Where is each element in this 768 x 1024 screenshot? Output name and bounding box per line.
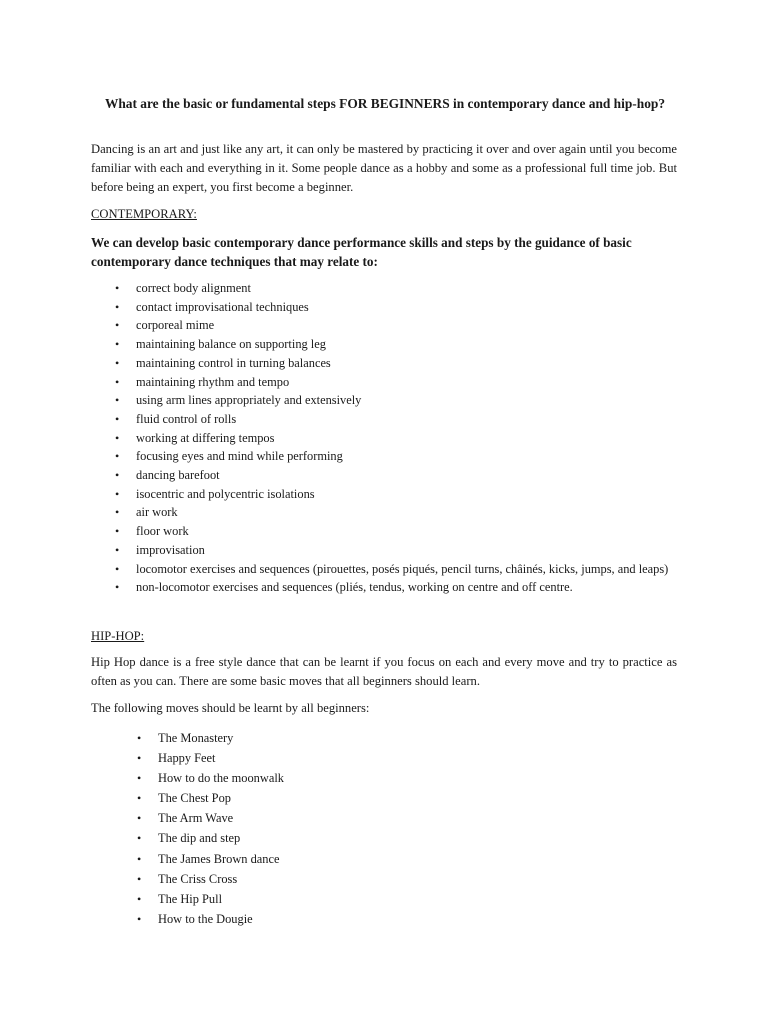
list-item-text: The Monastery [158, 731, 234, 745]
list-item-text: fluid control of rolls [136, 411, 237, 426]
list-item [115, 503, 676, 522]
list-item-text: dancing barefoot [136, 468, 220, 483]
list-item-text: corporeal mime [136, 318, 215, 333]
list-item [137, 788, 558, 808]
list-item [137, 849, 558, 869]
list-item [115, 522, 676, 541]
contemporary-technique-list [115, 279, 676, 597]
list-item-text: Happy Feet [158, 751, 216, 766]
list-item [115, 373, 676, 392]
bullet-icon: • [115, 486, 120, 501]
bullet-icon: • [115, 449, 120, 464]
list-item [137, 728, 558, 748]
list-item [115, 410, 676, 429]
list-item [115, 391, 676, 410]
bullet-icon: • [115, 430, 120, 445]
list-item [137, 889, 558, 909]
bullet-icon: • [137, 891, 142, 906]
list-item-text: locomotor exercises and sequences (pirouettes, posés piqués, pencil turns, châinés, kicks, jumps, and leaps) [136, 561, 669, 576]
list-item-text: How to do the moonwalk [158, 771, 284, 786]
hiphop-heading: HIP-HOP: [91, 629, 145, 643]
list-item-text: using arm lines appropriately and extensively [136, 393, 362, 408]
hiphop-paragraph: Hip Hop dance is a free style dance that can be learnt if you focus on each and every move and try to practice as often as you can. There are some basic moves that all beginners should learn. [91, 655, 677, 688]
bullet-icon: • [137, 851, 142, 866]
hiphop-moves-list [137, 728, 558, 929]
list-item [115, 466, 676, 485]
bullet-icon: • [115, 411, 120, 426]
list-item-text: How to the Dougie [158, 911, 253, 926]
bullet-icon: • [137, 791, 142, 806]
hiphop-moves-intro: The following moves should be learnt by all beginners: [91, 701, 370, 715]
contemporary-heading: CONTEMPORARY: [91, 207, 197, 221]
bullet-icon: • [115, 281, 120, 295]
document-title: What are the basic or fundamental steps FOR BEGINNERS in contemporary dance and hip-hop? [104, 96, 666, 111]
list-item-text: maintaining balance on supporting leg [136, 337, 326, 352]
list-item [137, 828, 558, 848]
bullet-icon: • [115, 299, 120, 314]
list-item [115, 335, 676, 354]
list-item-text: The dip and step [158, 831, 241, 846]
bullet-icon: • [137, 751, 142, 766]
list-item-text: The Chest Pop [158, 791, 231, 806]
list-item-text: The Arm Wave [158, 811, 234, 826]
list-item-text: The Hip Pull [158, 891, 223, 906]
bullet-icon: • [115, 374, 120, 389]
list-item-text: The James Brown dance [158, 851, 280, 866]
bullet-icon: • [115, 468, 120, 483]
bullet-icon: • [115, 337, 120, 352]
list-item [137, 808, 558, 828]
bullet-icon: • [137, 811, 142, 826]
list-item [115, 578, 676, 597]
list-item [115, 298, 676, 317]
list-item-text: correct body alignment [136, 281, 251, 295]
bullet-icon: • [137, 911, 142, 926]
bullet-icon: • [115, 542, 120, 557]
intro-paragraph: Dancing is an art and just like any art, it can only be mastered by practicing it over and over again until you become familiar with each and everything in it. Some people dance as a hobby and some as a professional full time job. But before being an expert, you first become a beginner. [91, 142, 677, 194]
list-item [115, 429, 676, 448]
list-item [137, 909, 558, 929]
list-item [115, 316, 676, 335]
bullet-icon: • [115, 393, 120, 408]
list-item-text: improvisation [136, 542, 205, 557]
list-item [137, 748, 558, 768]
list-item [137, 869, 558, 889]
list-item-text: maintaining control in turning balances [136, 355, 331, 370]
list-item [115, 279, 676, 298]
bullet-icon: • [137, 771, 142, 786]
bullet-icon: • [115, 561, 120, 576]
list-item-text: The Criss Cross [158, 871, 238, 886]
bullet-icon: • [115, 505, 120, 520]
list-item-text: maintaining rhythm and tempo [136, 374, 290, 389]
list-item-text: air work [136, 505, 178, 520]
list-item-text: floor work [136, 524, 189, 539]
bullet-icon: • [115, 580, 120, 595]
bullet-icon: • [137, 831, 142, 846]
list-item [115, 447, 676, 466]
list-item-text: non-locomotor exercises and sequences (pliés, tendus, working on centre and off centre. [136, 580, 573, 595]
bullet-icon: • [137, 871, 142, 886]
bullet-icon: • [137, 731, 142, 745]
bullet-icon: • [115, 355, 120, 370]
list-item-text: isocentric and polycentric isolations [136, 486, 315, 501]
list-item [115, 354, 676, 373]
bullet-icon: • [115, 318, 120, 333]
list-item [115, 485, 676, 504]
list-item-text: contact improvisational techniques [136, 299, 309, 314]
list-item [137, 768, 558, 788]
list-item-text: focusing eyes and mind while performing [136, 449, 343, 464]
list-item [115, 541, 676, 560]
bullet-icon: • [115, 524, 120, 539]
list-item-text: working at differing tempos [136, 430, 275, 445]
list-item [115, 560, 676, 579]
contemporary-lead: We can develop basic contemporary dance performance skills and steps by the guidance of basic contemporary dance techniques that may relate to: [91, 235, 632, 269]
